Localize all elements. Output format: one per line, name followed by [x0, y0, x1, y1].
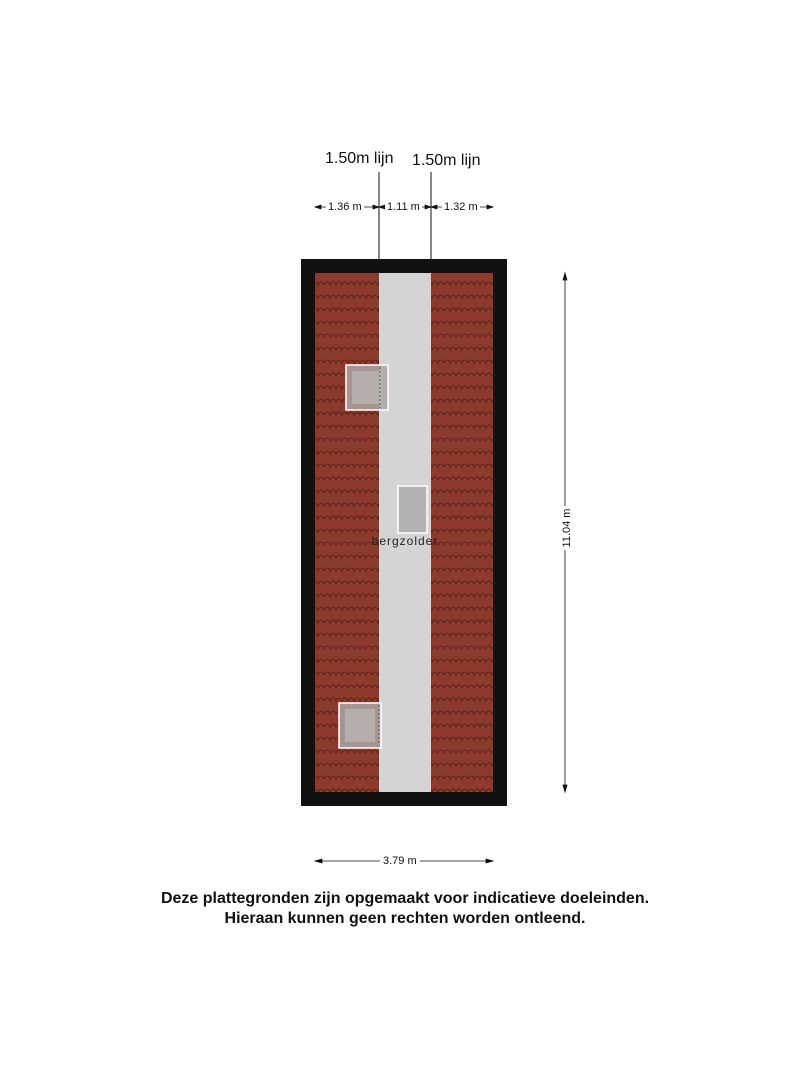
disclaimer-line-1: Deze plattegronden zijn opgemaakt voor indicatieve doeleinden. — [160, 890, 650, 907]
dimension-left-label: 1.36 m — [328, 201, 362, 213]
disclaimer-line-2: Hieraan kunnen geen rechten worden ontleend. — [224, 910, 586, 927]
depth-dimension-label: 11.04 m — [561, 506, 573, 550]
roof-slope-right — [431, 273, 493, 792]
width-dimension-label: 3.79 m — [380, 855, 420, 867]
room-label: bergzolder — [371, 534, 439, 548]
height-line-label-right: 1.50m lijn — [412, 152, 481, 169]
dimension-middle-label: 1.11 m — [387, 201, 420, 213]
skylight-top — [346, 365, 388, 410]
dimension-right-label: 1.32 m — [444, 201, 478, 213]
height-line-label-left: 1.50m lijn — [325, 150, 394, 167]
skylight-bottom — [339, 703, 381, 748]
attic-hatch — [398, 486, 427, 533]
